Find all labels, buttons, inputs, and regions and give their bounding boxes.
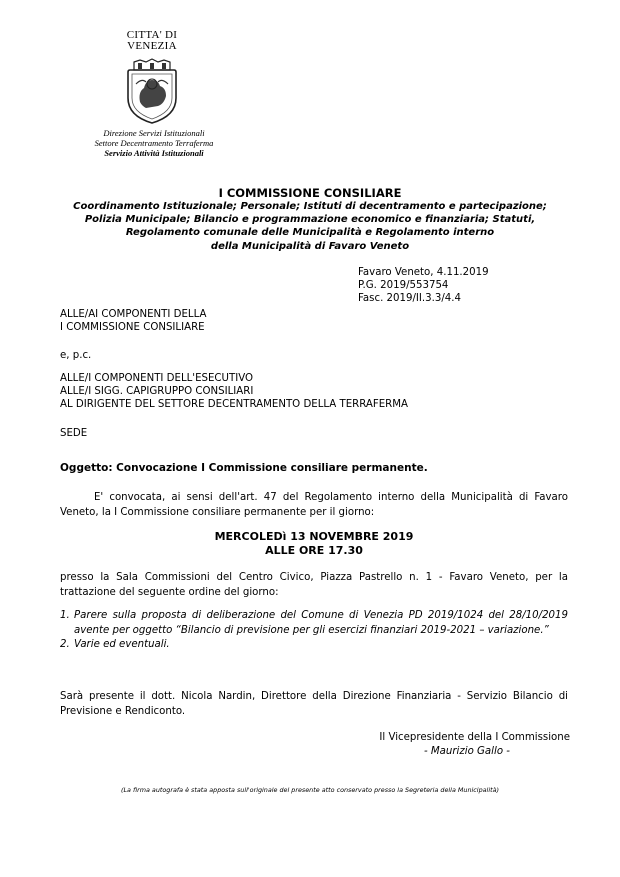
cc-recipient-line: ALLE/I SIGG. CAPIGRUPPO CONSILIARI [60,386,254,397]
cc-recipients-block [60,372,408,411]
commission-subtitle-line: della Municipalità di Favaro Veneto [210,240,410,252]
place-date: Favaro Veneto, 4.11.2019 [358,267,489,278]
commission-subtitle-line: Regolamento comunale delle Municipalità e Regolamento interno [125,227,495,239]
service-line: Servizio Attività Istituzionali [104,148,204,158]
commission-subtitle-line: Coordinamento Istituzionale; Personale; Istituti di decentramento e partecipazione; [73,201,547,212]
commission-title: I COMMISSIONE CONSILIARE [218,186,402,200]
city-name-line2: VENEZIA [127,40,177,52]
intro-text: E' convocata, ai sensi dell'art. 47 del Regolamento interno della Municipalità di Favaro Veneto, la I Commissione consiliare permanente per il giorno: [60,492,568,518]
intro-paragraph [60,491,568,520]
signature-block [330,731,570,758]
agenda-list [60,609,568,653]
document-heading [40,186,580,253]
commission-subtitle-line: Polizia Municipale; Bilancio e programmazione economico e finanziaria; Statuti, [84,214,536,226]
department-block [84,128,224,158]
department-line: Direzione Servizi Istituzionali [103,128,205,138]
sede-label: SEDE [60,428,88,439]
sector-line: Settore Decentramento Terraferma [94,138,214,148]
meeting-date: MERCOLEDì 13 NOVEMBRE 2019 [214,530,414,543]
agenda-item-text: Parere sulla proposta di deliberazione del Comune di Venezia PD 2019/1024 del 28/10/2019 avente per oggetto “Bilancio di previsione per gli esercizi finanziari 2019-2021 – variazione.” [74,610,568,636]
date-protocol-block [358,266,489,305]
meeting-datetime [60,530,568,557]
cc-recipient-line: ALLE/I COMPONENTI DELL'ESECUTIVO [60,373,254,384]
agenda-item-text: Varie ed eventuali. [74,639,170,650]
subject-line: Oggetto: Convocazione I Commissione consiliare permanente. [60,462,428,474]
city-name-line1: CITTA' DI [126,29,178,41]
cc-recipient-line: AL DIRIGENTE DEL SETTORE DECENTRAMENTO DELLA TERRAFERMA [60,399,409,410]
meeting-time: ALLE ORE 17.30 [265,543,363,557]
agenda-item [60,638,568,653]
recipient-line: I COMMISSIONE CONSILIARE [60,322,205,333]
attendance-paragraph: Sarà presente il dott. Nicola Nardin, Direttore della Direzione Finanziaria - Servizio Bilancio di Previsione e Rendiconto. [60,691,568,717]
footnote: (La firma autografa è stata apposta sull'originale del presente atto conservato presso la Segreteria della Municipalità) [120,786,500,794]
agenda-item-number: 1. [60,610,70,621]
recipient-line: ALLE/AI COMPONENTI DELLA [60,309,207,320]
lion-of-saint-mark-crest-icon [120,58,184,124]
file-reference: Fasc. 2019/II.3.3/4.4 [358,293,461,304]
signatory-role: Il Vicepresidente della I Commissione [379,732,570,743]
cc-label: e, p.c. [60,350,92,361]
agenda-item [60,609,568,638]
signatory-name: - Maurizio Gallo - [423,745,510,757]
agenda-item-number: 2. [60,639,70,650]
location-paragraph: presso la Sala Commissioni del Centro Civico, Piazza Pastrello n. 1 - Favaro Veneto, per la trattazione del seguente ordine del giorno: [60,572,568,598]
city-logo [112,30,192,52]
protocol-number: P.G. 2019/553754 [358,280,449,291]
recipients-block [60,308,206,334]
